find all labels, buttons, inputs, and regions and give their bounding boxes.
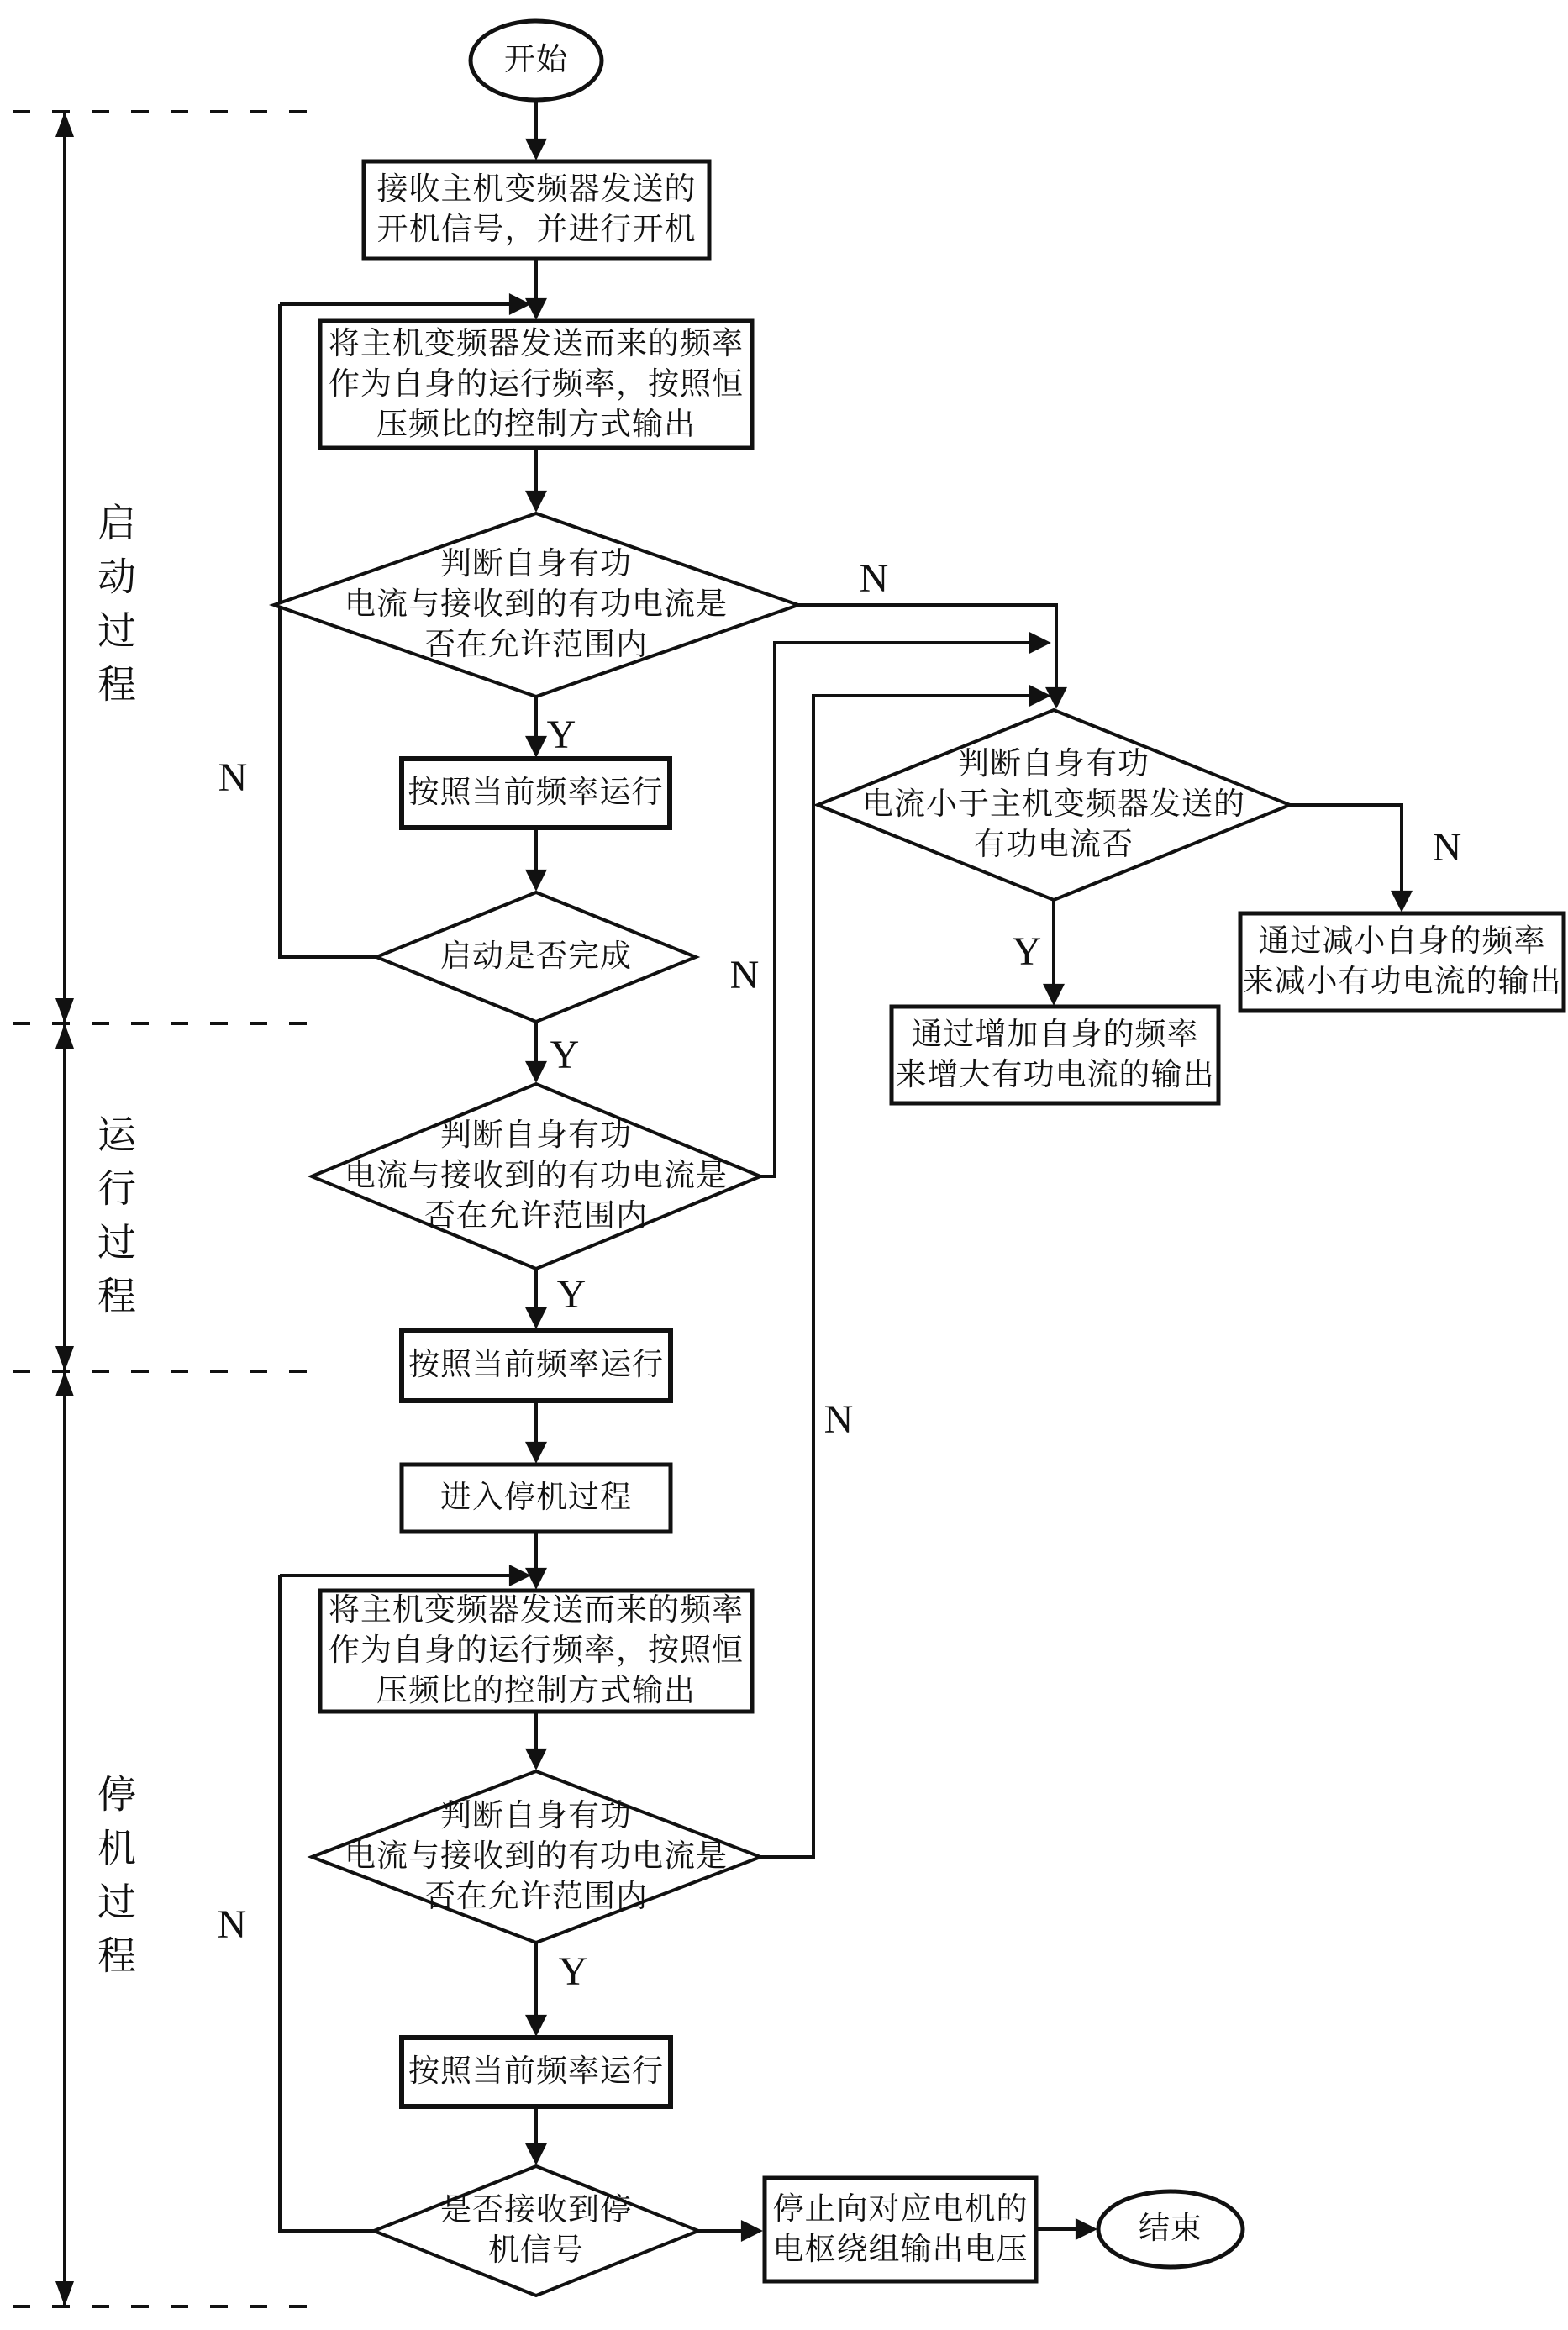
decrease-freq-line1: 通过减小自身的频率 [1258,924,1546,959]
label-judgeless-no: N [1432,824,1462,870]
set-freq-stop-line1: 将主机变频器发送而来的频率 [329,1593,744,1628]
judge-range-stop-label [312,1771,760,1943]
judge-range-start-label [274,513,798,697]
start-label-line: 开始 [504,43,568,77]
label-judge2-yes: Y [556,1271,587,1317]
set-freq-start-line3: 压频比的控制方式输出 [376,407,696,442]
process-label-shutdown: 停机过程 [92,1774,135,1989]
end-label-line: 结束 [1139,2212,1202,2246]
edge-judge1-no [798,605,1056,706]
judge-range-start-line2: 电流与接收到的有功电流是 [345,587,728,622]
judge-less-line1: 判断自身有功 [958,747,1150,781]
stop-output-line2: 电枢绕组输出电压 [772,2232,1029,2267]
label-judge1-no: N [859,555,889,601]
enter-stop-line: 进入停机过程 [440,1481,632,1515]
judge-range-start-line3: 否在允许范围内 [424,628,648,662]
span-arrow-up-top [55,112,74,137]
startup-complete-line: 启动是否完成 [440,939,632,974]
increase-freq-line1: 通过增加自身的频率 [911,1017,1199,1052]
run-freq-run-label [402,1330,671,1401]
judge-range-run-line3: 否在允许范围内 [424,1199,648,1233]
span-arrow-down-bottom [55,2281,74,2306]
enter-stop-label [402,1465,671,1532]
run-freq-start-label [402,759,670,828]
run-freq-stop-label [402,2038,671,2106]
stop-signal-line1: 是否接收到停 [440,2193,632,2227]
judge-range-run-line1: 判断自身有功 [440,1118,632,1153]
increase-freq-line2: 来增大有功电流的输出 [895,1057,1215,1092]
label-stopsignal-no: N [217,1901,247,1947]
process-label-running: 运行过程 [92,1114,135,1329]
section-guides [13,112,307,2306]
run-freq-start-line: 按照当前频率运行 [408,776,664,810]
decrease-freq-line2: 来减小有功电流的输出 [1242,965,1562,999]
judge-range-start-line1: 判断自身有功 [440,547,632,581]
set-freq-start-line1: 将主机变频器发送而来的频率 [329,326,744,361]
judge-range-stop-line2: 电流与接收到的有功电流是 [345,1839,728,1874]
set-freq-stop-label [320,1591,752,1712]
set-freq-start-line2: 作为自身的运行频率，按照恒 [329,366,744,402]
span-arrow-up-3 [55,1371,74,1396]
judge-less-line2: 电流小于主机变频器发送的 [862,787,1245,822]
stop-output-line1: 停止向对应电机的 [772,2191,1029,2227]
stop-signal-label [374,2166,698,2296]
judge-less-label [818,710,1290,900]
start-label [471,21,602,100]
process-label-startup: 启动过程 [92,502,135,718]
set-freq-stop-line2: 作为自身的运行频率，按照恒 [329,1633,744,1668]
label-judge2-no: N [729,952,760,997]
receive-power-on-line1: 接收主机变频器发送的 [376,172,697,207]
run-freq-stop-line: 按照当前频率运行 [408,2054,664,2089]
label-complete-yes: Y [550,1032,580,1077]
judge-range-run-line2: 电流与接收到的有功电流是 [345,1159,728,1193]
run-freq-run-line: 按照当前频率运行 [408,1348,664,1382]
label-judge3-yes: Y [558,1949,588,1994]
judge-range-run-label [312,1084,760,1269]
receive-power-on-line2: 开机信号，并进行开机 [376,213,697,247]
judge-range-stop-line1: 判断自身有功 [440,1799,632,1833]
label-judge3-no: N [823,1396,854,1442]
label-judge1-yes: Y [546,712,576,757]
label-judgeless-yes: Y [1012,928,1042,974]
stop-signal-line2: 机信号 [488,2233,584,2268]
span-arrow-up-2 [55,1023,74,1049]
span-arrow-down-2 [55,1346,74,1371]
edge-judgeless-no [1290,805,1402,909]
startup-complete-label [376,892,696,1022]
set-freq-start-label [320,321,752,448]
increase-freq-label [892,1007,1218,1103]
set-freq-stop-line3: 压频比的控制方式输出 [376,1674,696,1708]
judge-less-line3: 有功电流否 [974,828,1134,862]
end-label [1098,2191,1243,2267]
stop-output-label [765,2178,1036,2281]
decrease-freq-label [1240,913,1564,1011]
span-arrow-down-1 [55,998,74,1023]
receive-power-on-label [364,161,709,259]
label-complete-no: N [218,755,248,800]
judge-range-stop-line3: 否在允许范围内 [424,1880,648,1914]
